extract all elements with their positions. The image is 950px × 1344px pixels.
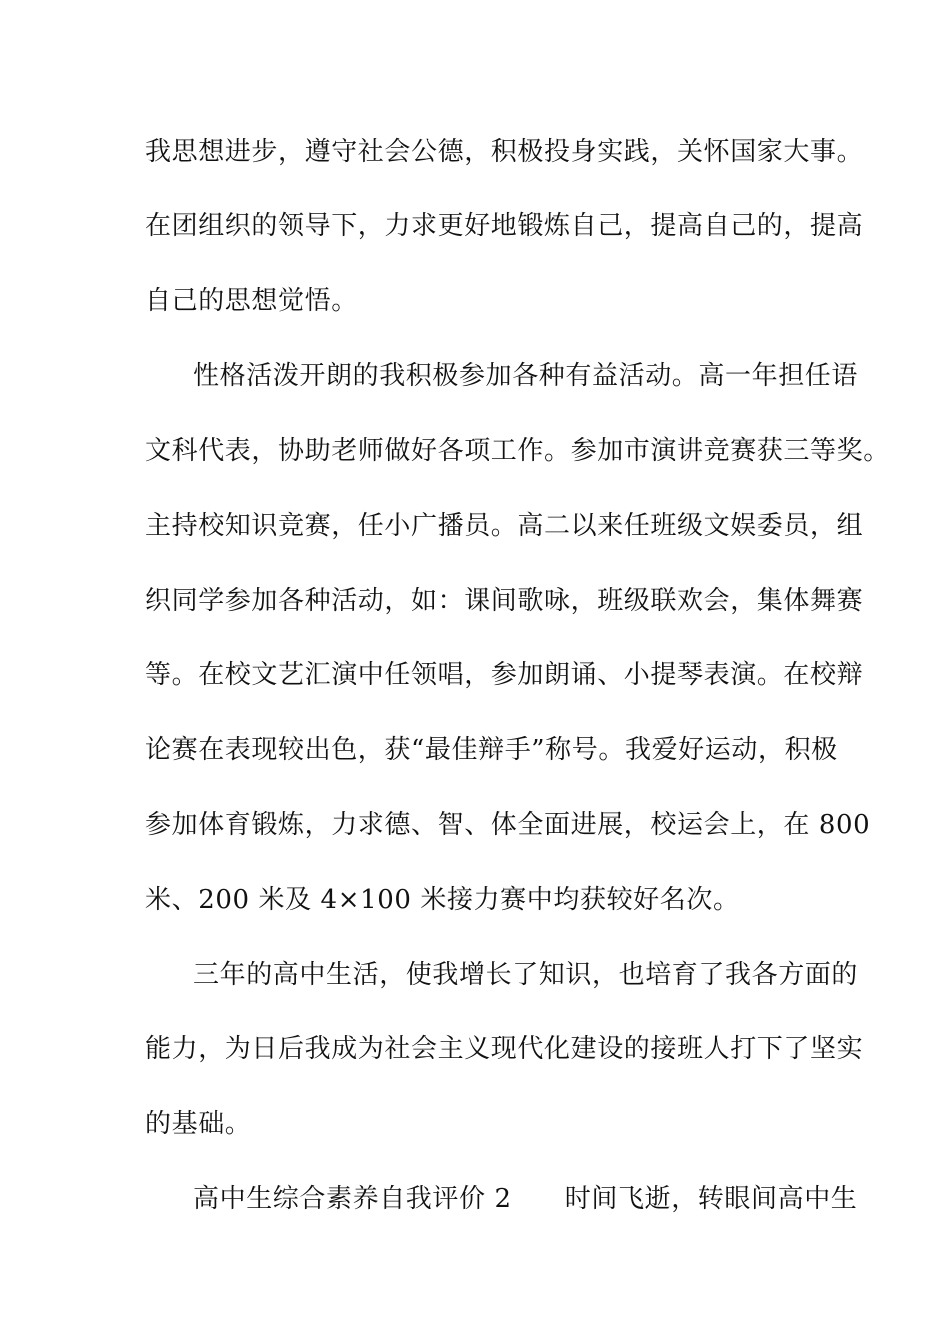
text-line: 织同学参加各种活动，如：课间歌咏，班级联欢会，集体舞赛 bbox=[145, 586, 864, 616]
text-line: 论赛在表现较出色，获“最佳辩手”称号。我爱好运动，积极 bbox=[145, 735, 838, 765]
text-line: 参加体育锻炼，力求德、智、体全面进展，校运会上，在 800 bbox=[145, 810, 871, 840]
text-line: 文科代表，协助老师做好各项工作。参加市演讲竞赛获三等奖。 bbox=[145, 436, 890, 466]
text-line: 在团组织的领导下，力求更好地锻炼自己，提高自己的，提高 bbox=[145, 211, 864, 241]
paragraph-first-line: 三年的高中生活，使我增长了知识，也培育了我各方面的 bbox=[193, 960, 859, 990]
text-line: 能力，为日后我成为社会主义现代化建设的接班人打下了坚实 bbox=[145, 1034, 864, 1064]
text-line: 的基础。 bbox=[145, 1109, 252, 1139]
paragraph-first-line: 性格活泼开朗的我积极参加各种有益活动。高一年担任语 bbox=[193, 361, 859, 391]
text-line: 等。在校文艺汇演中任领唱，参加朗诵、小提琴表演。在校辩 bbox=[145, 660, 864, 690]
text-line: 我思想进步，遵守社会公德，积极投身实践，关怀国家大事。 bbox=[145, 137, 864, 167]
section-heading-line: 高中生综合素养自我评价 2 时间飞逝，转眼间高中生 bbox=[193, 1184, 858, 1214]
text-line: 主持校知识竞赛，任小广播员。高二以来任班级文娱委员，组 bbox=[145, 511, 864, 541]
text-line: 米、200 米及 4×100 米接力赛中均获较好名次。 bbox=[145, 885, 740, 915]
text-line: 自己的思想觉悟。 bbox=[145, 286, 358, 316]
